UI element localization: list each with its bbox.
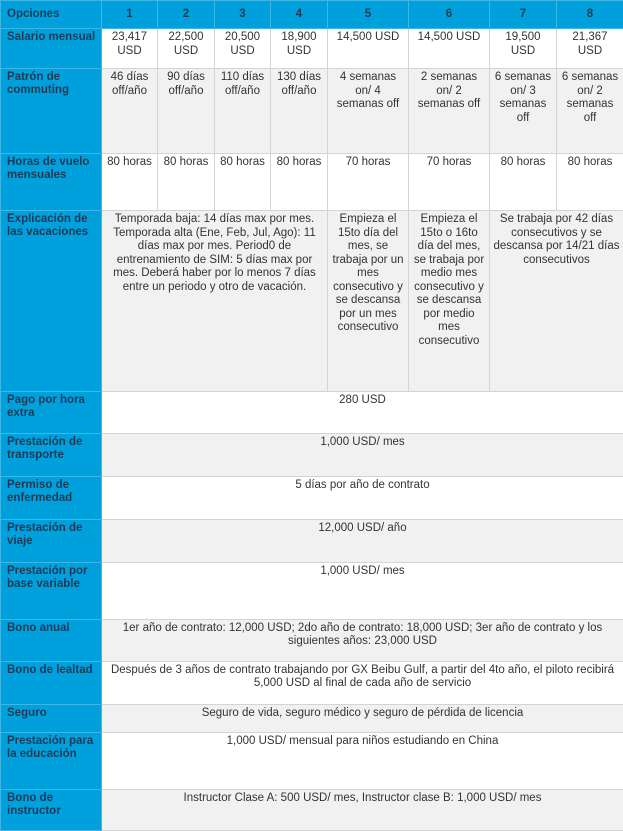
row-label-commuting: Patrón de commuting <box>1 69 102 154</box>
header-option-2: 2 <box>158 1 215 29</box>
transporte-value: 1,000 USD/ mes <box>102 434 623 476</box>
row-label-seguro: Seguro <box>1 705 102 733</box>
row-label-vacaciones: Explicación de las vacaciones <box>1 211 102 392</box>
row-label-enfermedad: Permiso de enfermedad <box>1 476 102 519</box>
row-label-horas: Horas de vuelo mensuales <box>1 153 102 210</box>
seguro-value: Seguro de vida, seguro médico y seguro de pérdida de licencia <box>102 705 623 733</box>
salario-cell-5: 14,500 USD <box>328 29 409 69</box>
pago-hora-extra-value: 280 USD <box>102 392 623 434</box>
horas-cell-6: 70 horas <box>409 153 490 210</box>
header-option-1: 1 <box>102 1 158 29</box>
header-row <box>1 1 623 29</box>
salario-cell-1: 23,417 USD <box>102 29 158 69</box>
row-instructor <box>1 789 623 830</box>
vacaciones-cell-options-7-8: Se trabaja por 42 días consecutivos y se descansa por 14/21 días consecutivos <box>490 211 623 392</box>
horas-cell-1: 80 horas <box>102 153 158 210</box>
row-seguro <box>1 705 623 733</box>
commuting-cell-2: 90 días off/año <box>158 69 215 154</box>
commuting-cell-5: 4 semanas on/ 4 semanas off <box>328 69 409 154</box>
educacion-value: 1,000 USD/ mensual para niños estudiando en China <box>102 733 623 789</box>
row-label-lealtad: Bono de lealtad <box>1 661 102 704</box>
bono-anual-value: 1er año de contrato: 12,000 USD; 2do año de contrato: 18,000 USD; 3er año de contrato y los siguientes años: 23,000 USD <box>102 619 623 661</box>
header-option-8: 8 <box>557 1 623 29</box>
salario-cell-8: 21,367 USD <box>557 29 623 69</box>
row-label-viaje: Prestación de viaje <box>1 520 102 563</box>
row-pago-hora-extra <box>1 392 623 434</box>
header-option-5: 5 <box>328 1 409 29</box>
row-vacaciones <box>1 211 623 392</box>
row-label-base-variable: Prestación por base variable <box>1 563 102 619</box>
horas-cell-3: 80 horas <box>215 153 271 210</box>
row-transporte <box>1 434 623 476</box>
vacaciones-cell-options-1-4: Temporada baja: 14 días max por mes. Temporada alta (Ene, Feb, Jul, Ago): 11 días max por mes. Period0 de entrenamiento de SIM: 5 días max por mes. Deberá haber por lo menos 7 días entre un periodo y otro de vacación. <box>102 211 328 392</box>
row-label-instructor: Bono de instructor <box>1 789 102 830</box>
header-option-4: 4 <box>271 1 328 29</box>
salario-cell-7: 19,500 USD <box>490 29 557 69</box>
commuting-cell-4: 130 días off/año <box>271 69 328 154</box>
row-commuting <box>1 69 623 154</box>
commuting-cell-8: 6 semanas on/ 2 semanas off <box>557 69 623 154</box>
row-lealtad <box>1 661 623 704</box>
row-enfermedad <box>1 476 623 519</box>
row-label-bono-anual: Bono anual <box>1 619 102 661</box>
horas-cell-5: 70 horas <box>328 153 409 210</box>
header-option-6: 6 <box>409 1 490 29</box>
row-base-variable <box>1 563 623 619</box>
vacaciones-cell-option-6: Empieza el 15to o 16to día del mes, se trabaja por medio mes consecutivo y se descansa por medio mes consecutivo <box>409 211 490 392</box>
salario-cell-2: 22,500 USD <box>158 29 215 69</box>
salario-cell-3: 20,500 USD <box>215 29 271 69</box>
viaje-value: 12,000 USD/ año <box>102 520 623 563</box>
commuting-cell-1: 46 días off/año <box>102 69 158 154</box>
row-label-salario: Salario mensual <box>1 29 102 69</box>
instructor-value: Instructor Clase A: 500 USD/ mes, Instructor clase B: 1,000 USD/ mes <box>102 789 623 830</box>
horas-cell-7: 80 horas <box>490 153 557 210</box>
header-option-3: 3 <box>215 1 271 29</box>
enfermedad-value: 5 días por año de contrato <box>102 476 623 519</box>
header-options: Opciones <box>1 1 102 29</box>
salario-cell-6: 14,500 USD <box>409 29 490 69</box>
row-educacion <box>1 733 623 789</box>
salario-cell-4: 18,900 USD <box>271 29 328 69</box>
header-option-7: 7 <box>490 1 557 29</box>
commuting-cell-6: 2 semanas on/ 2 semanas off <box>409 69 490 154</box>
base-variable-value: 1,000 USD/ mes <box>102 563 623 619</box>
vacaciones-cell-option-5: Empieza el 15to día del mes, se trabaja por un mes consecutivo y se descansa por un mes consecutivo <box>328 211 409 392</box>
row-label-pago-hora-extra: Pago por hora extra <box>1 392 102 434</box>
horas-cell-8: 80 horas <box>557 153 623 210</box>
row-label-educacion: Prestación para la educación <box>1 733 102 789</box>
horas-cell-2: 80 horas <box>158 153 215 210</box>
lealtad-value: Después de 3 años de contrato trabajando por GX Beibu Gulf, a partir del 4to año, el piloto recibirá 5,000 USD al final de cada año de servicio <box>102 661 623 704</box>
row-salario <box>1 29 623 69</box>
commuting-cell-7: 6 semanas on/ 3 semanas off <box>490 69 557 154</box>
horas-cell-4: 80 horas <box>271 153 328 210</box>
row-viaje <box>1 520 623 563</box>
commuting-cell-3: 110 días off/año <box>215 69 271 154</box>
row-bono-anual <box>1 619 623 661</box>
row-label-transporte: Prestación de transporte <box>1 434 102 476</box>
row-horas <box>1 153 623 210</box>
